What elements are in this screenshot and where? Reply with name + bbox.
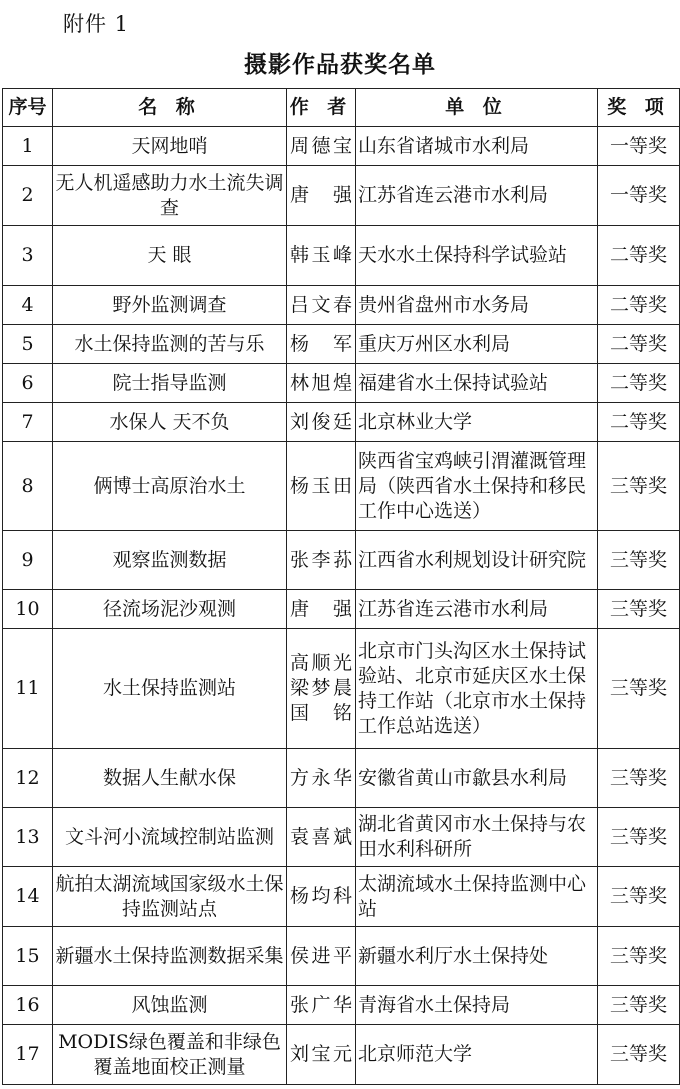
cell-award: 二等奖 — [598, 226, 680, 286]
header-author: 作 者 — [287, 89, 356, 127]
cell-no: 2 — [3, 166, 53, 226]
cell-award: 二等奖 — [598, 364, 680, 403]
cell-name: 文斗河小流域控制站监测 — [53, 808, 287, 867]
cell-unit: 山东省诸城市水利局 — [356, 127, 598, 166]
header-no: 序号 — [3, 89, 53, 127]
cell-award: 二等奖 — [598, 325, 680, 364]
table-row — [3, 403, 680, 442]
cell-award: 二等奖 — [598, 403, 680, 442]
cell-name: 天 眼 — [53, 226, 287, 286]
cell-unit: 江西省水利规划设计研究院 — [356, 531, 598, 590]
cell-award: 三等奖 — [598, 629, 680, 749]
cell-no: 17 — [3, 1025, 53, 1085]
cell-award: 一等奖 — [598, 127, 680, 166]
cell-unit: 陕西省宝鸡峡引渭灌溉管理局（陕西省水土保持和移民工作中心选送） — [356, 442, 598, 531]
cell-name: 水土保持监测的苦与乐 — [53, 325, 287, 364]
cell-author: 杨均科 — [287, 867, 356, 927]
cell-name: 水土保持监测站 — [53, 629, 287, 749]
cell-unit: 江苏省连云港市水利局 — [356, 590, 598, 629]
table-row — [3, 226, 680, 286]
cell-name: 天网地哨 — [53, 127, 287, 166]
cell-author: 刘宝元 — [287, 1025, 356, 1085]
cell-unit: 重庆万州区水利局 — [356, 325, 598, 364]
cell-award: 三等奖 — [598, 590, 680, 629]
cell-name: 风蚀监测 — [53, 986, 287, 1025]
cell-no: 5 — [3, 325, 53, 364]
table-row — [3, 127, 680, 166]
header-award: 奖 项 — [598, 89, 680, 127]
cell-author: 周德宝 — [287, 127, 356, 166]
cell-unit: 北京市门头沟区水土保持试验站、北京市延庆区水土保持工作站（北京市水土保持工作总站选送） — [356, 629, 598, 749]
table-row — [3, 531, 680, 590]
header-row — [3, 89, 680, 127]
table-row — [3, 808, 680, 867]
cell-name: 径流场泥沙观测 — [53, 590, 287, 629]
cell-author: 高顺光 梁梦晨 国 铭 — [287, 629, 356, 749]
cell-no: 15 — [3, 927, 53, 986]
cell-award: 三等奖 — [598, 808, 680, 867]
cell-unit: 新疆水利厅水土保持处 — [356, 927, 598, 986]
table-row — [3, 286, 680, 325]
cell-name: 水保人 天不负 — [53, 403, 287, 442]
cell-unit: 湖北省黄冈市水土保持与农田水利科研所 — [356, 808, 598, 867]
cell-no: 14 — [3, 867, 53, 927]
cell-no: 10 — [3, 590, 53, 629]
cell-author: 杨 军 — [287, 325, 356, 364]
cell-author: 唐 强 — [287, 166, 356, 226]
cell-name: MODIS绿色覆盖和非绿色覆盖地面校正测量 — [53, 1025, 287, 1085]
cell-award: 三等奖 — [598, 1025, 680, 1085]
cell-author: 杨玉田 — [287, 442, 356, 531]
table-row — [3, 986, 680, 1025]
table-row — [3, 166, 680, 226]
cell-name: 观察监测数据 — [53, 531, 287, 590]
cell-award: 二等奖 — [598, 286, 680, 325]
cell-no: 11 — [3, 629, 53, 749]
cell-author: 唐 强 — [287, 590, 356, 629]
table-row — [3, 442, 680, 531]
cell-award: 三等奖 — [598, 927, 680, 986]
cell-award: 三等奖 — [598, 749, 680, 808]
cell-author: 吕文春 — [287, 286, 356, 325]
cell-author: 袁喜斌 — [287, 808, 356, 867]
table-row — [3, 1025, 680, 1085]
cell-no: 8 — [3, 442, 53, 531]
attachment-label: 附件 1 — [63, 12, 130, 36]
cell-award: 一等奖 — [598, 166, 680, 226]
cell-award: 三等奖 — [598, 442, 680, 531]
cell-no: 3 — [3, 226, 53, 286]
cell-name: 航拍太湖流域国家级水土保持监测站点 — [53, 867, 287, 927]
page-title: 摄影作品获奖名单 — [244, 52, 436, 78]
table-row — [3, 927, 680, 986]
cell-unit: 江苏省连云港市水利局 — [356, 166, 598, 226]
cell-name: 数据人生献水保 — [53, 749, 287, 808]
cell-unit: 北京师范大学 — [356, 1025, 598, 1085]
cell-no: 4 — [3, 286, 53, 325]
cell-unit: 北京林业大学 — [356, 403, 598, 442]
cell-name: 新疆水土保持监测数据采集 — [53, 927, 287, 986]
header-name: 名 称 — [53, 89, 287, 127]
cell-no: 13 — [3, 808, 53, 867]
cell-unit: 青海省水土保持局 — [356, 986, 598, 1025]
cell-award: 三等奖 — [598, 531, 680, 590]
cell-name: 野外监测调查 — [53, 286, 287, 325]
table-row — [3, 590, 680, 629]
cell-author: 韩玉峰 — [287, 226, 356, 286]
cell-author: 林旭煌 — [287, 364, 356, 403]
cell-author: 刘俊廷 — [287, 403, 356, 442]
cell-author: 侯进平 — [287, 927, 356, 986]
cell-author: 张广华 — [287, 986, 356, 1025]
cell-no: 7 — [3, 403, 53, 442]
cell-name: 俩博士高原治水土 — [53, 442, 287, 531]
cell-unit: 安徽省黄山市歙县水利局 — [356, 749, 598, 808]
cell-name: 院士指导监测 — [53, 364, 287, 403]
cell-unit: 太湖流域水土保持监测中心站 — [356, 867, 598, 927]
cell-unit: 贵州省盘州市水务局 — [356, 286, 598, 325]
cell-award: 三等奖 — [598, 986, 680, 1025]
cell-no: 1 — [3, 127, 53, 166]
header-unit: 单 位 — [356, 89, 598, 127]
cell-no: 16 — [3, 986, 53, 1025]
cell-name: 无人机遥感助力水土流失调查 — [53, 166, 287, 226]
cell-author: 方永华 — [287, 749, 356, 808]
table-row — [3, 364, 680, 403]
cell-no: 12 — [3, 749, 53, 808]
table-row — [3, 629, 680, 749]
cell-unit: 福建省水土保持试验站 — [356, 364, 598, 403]
table-row — [3, 867, 680, 927]
awards-table — [2, 88, 680, 1085]
table-row — [3, 325, 680, 364]
cell-award: 三等奖 — [598, 867, 680, 927]
table-row — [3, 749, 680, 808]
cell-author: 张李荪 — [287, 531, 356, 590]
cell-no: 6 — [3, 364, 53, 403]
cell-no: 9 — [3, 531, 53, 590]
cell-unit: 天水水土保持科学试验站 — [356, 226, 598, 286]
